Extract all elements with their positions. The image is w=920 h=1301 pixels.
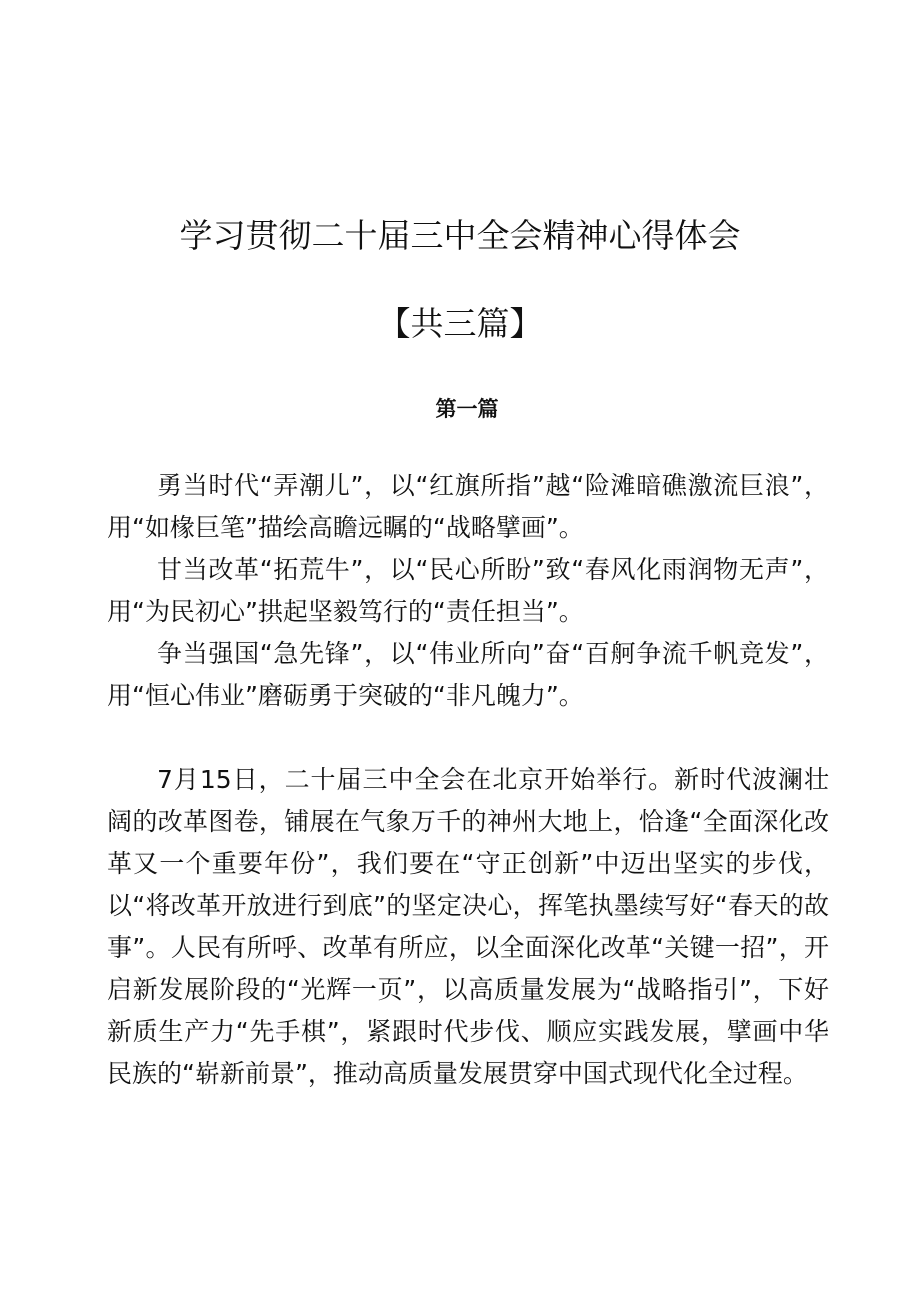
body-paragraph: 7月15日，二十届三中全会在北京开始举行。新时代波澜壮阔的改革图卷，铺展在气象万千的神州大地上，恰逢“全面深化改革又一个重要年份”，我们要在“守正创新”中迈出坚实的步伐，以“将改革开放进行到底”的坚定决心，挥笔执墨续写好“春天的故事”。人民有所呼、改革有所应，以全面深化改革“关键一招”，开启新发展阶段的“光辉一页”，以高质量发展为“战略指引”，下好新质生产力“先手棋”，紧跟时代步伐、顺应实践发展，擘画中华民族的“崭新前景”，推动高质量发展贯穿中国式现代化全过程。 xyxy=(107,765,829,1088)
section-heading: 第一篇 xyxy=(435,397,499,421)
document-title: 学习贯彻二十届三中全会精神心得体会 xyxy=(179,216,741,255)
body-block xyxy=(107,759,829,1095)
document-subtitle: 【共三篇】 xyxy=(377,304,543,343)
slogan-paragraph: 甘当改革“拓荒牛”，以“民心所盼”致“春风化雨润物无声”，用“为民初心”拱起坚毅笃行的“责任担当”。 xyxy=(107,555,829,626)
slogan-paragraph: 争当强国“急先锋”，以“伟业所向”奋“百舸争流千帆竞发”，用“恒心伟业”磨砺勇于突破的“非凡魄力”。 xyxy=(107,639,829,710)
slogan-block xyxy=(107,465,829,717)
slogan-paragraph: 勇当时代“弄潮儿”，以“红旗所指”越“险滩暗礁激流巨浪”，用“如椽巨笔”描绘高瞻远瞩的“战略擘画”。 xyxy=(107,471,829,542)
